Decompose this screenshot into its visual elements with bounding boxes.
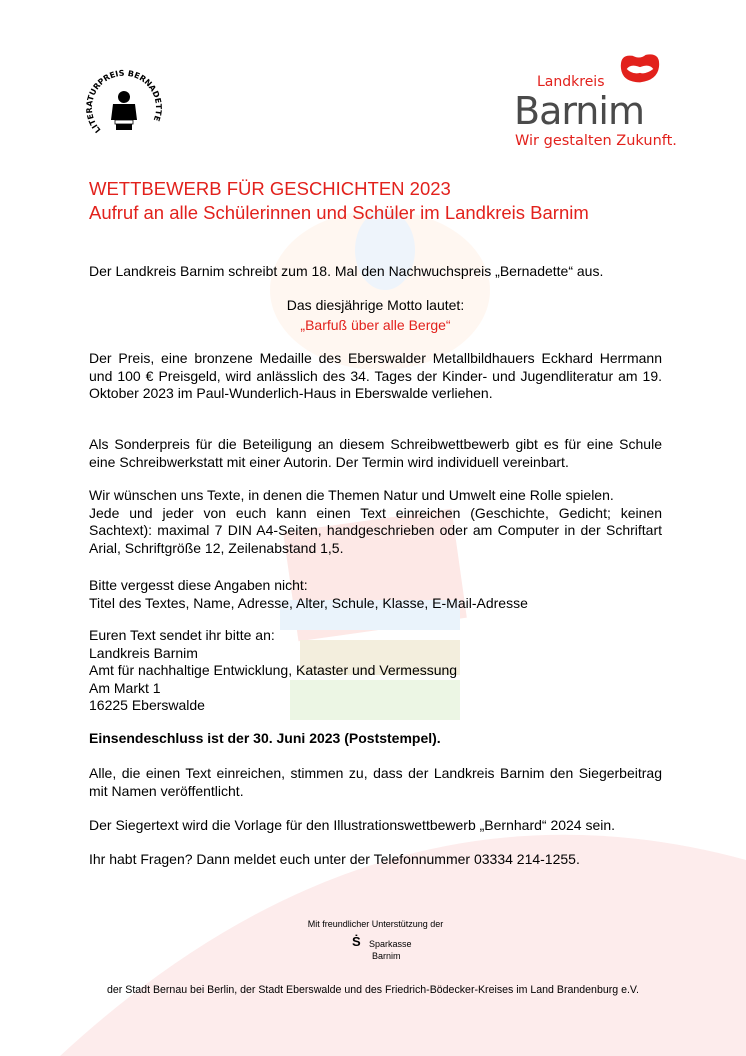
- prize-paragraph: Der Preis, eine bronzene Medaille des Eberswalder Metallbildhauers Eckhard Herrmann und 100 € Preisgeld, wird anlässlich des 34. Tages der Kinder- und Jugendliteratur am 19. Oktober 2023 im Paul-Wunderlich-Haus in Eberswalde verliehen.: [89, 350, 662, 401]
- deadline: Einsendeschluss ist der 30. Juni 2023 (Poststempel).: [89, 730, 441, 746]
- support-note: Mit freundlicher Unterstützung der: [307, 919, 444, 929]
- sparkasse-logo: Ṡ Sparkasse Barnim: [352, 934, 412, 961]
- logo-literaturpreis-bernadette: [84, 60, 164, 144]
- special-prize-paragraph: Als Sonderpreis für die Beteiligung an diesem Schreibwettbewerb gibt es für eine Schule eine Schreibwerkstatt mit einer Autorin. Der Termin wird individuell vereinbart.: [89, 436, 662, 470]
- consent-paragraph: Alle, die einen Text einreichen, stimmen zu, dass der Landkreis Barnim den Siegerbeitrag mit Namen veröffentlicht.: [89, 765, 662, 799]
- logo-landkreis-barnim: Landkreis Barnim Wir gestalten Zukunft.: [512, 52, 666, 150]
- questions-paragraph: Ihr habt Fragen? Dann meldet euch unter der Telefonnummer 03334 214-1255.: [89, 851, 580, 867]
- address-block: Euren Text sendet ihr bitte an: Landkreis Barnim Amt für nachhaltige Entwicklung, Kataster und Vermessung Am Markt 1 16225 Eberswalde: [89, 627, 458, 713]
- sparkasse-s-icon: Ṡ: [352, 934, 361, 949]
- svg-text:LITERATURPREIS BERNADETTE: LITERATURPREIS BERNADETTE: [84, 68, 164, 135]
- page-title: WETTBEWERB FÜR GESCHICHTEN 2023 Aufruf an alle Schülerinnen und Schüler im Landkreis Barnim: [89, 178, 589, 223]
- winner-paragraph: Der Siegertext wird die Vorlage für den Illustrationswettbewerb „Bernhard“ 2024 sein.: [89, 817, 616, 833]
- intro-text: Der Landkreis Barnim schreibt zum 18. Mal den Nachwuchspreis „Bernadette“ aus.: [89, 263, 604, 279]
- motto: Das diesjährige Motto lautet: „Barfuß über alle Berge“: [286, 297, 465, 333]
- info-paragraph: Bitte vergesst diese Angaben nicht: Titel des Textes, Name, Adresse, Alter, Schule, Klasse, E-Mail-Adresse: [89, 577, 528, 611]
- requirements-paragraph: Wir wünschen uns Texte, in denen die Themen Natur und Umwelt eine Rolle spielen. Jede und jeder von euch kann einen Text einreichen (Geschichte, Gedicht; keinen Sachtext): maximal 7 DIN A4-Seiten, handgeschrieben oder am Computer in der Schriftart Arial, Schriftgröße 12, Zeilenabstand 1,5.: [89, 487, 662, 556]
- partners-footer: der Stadt Bernau bei Berlin, der Stadt Eberswalde und des Friedrich-Bödecker-Kreises im Land Brandenburg e.V.: [107, 984, 639, 996]
